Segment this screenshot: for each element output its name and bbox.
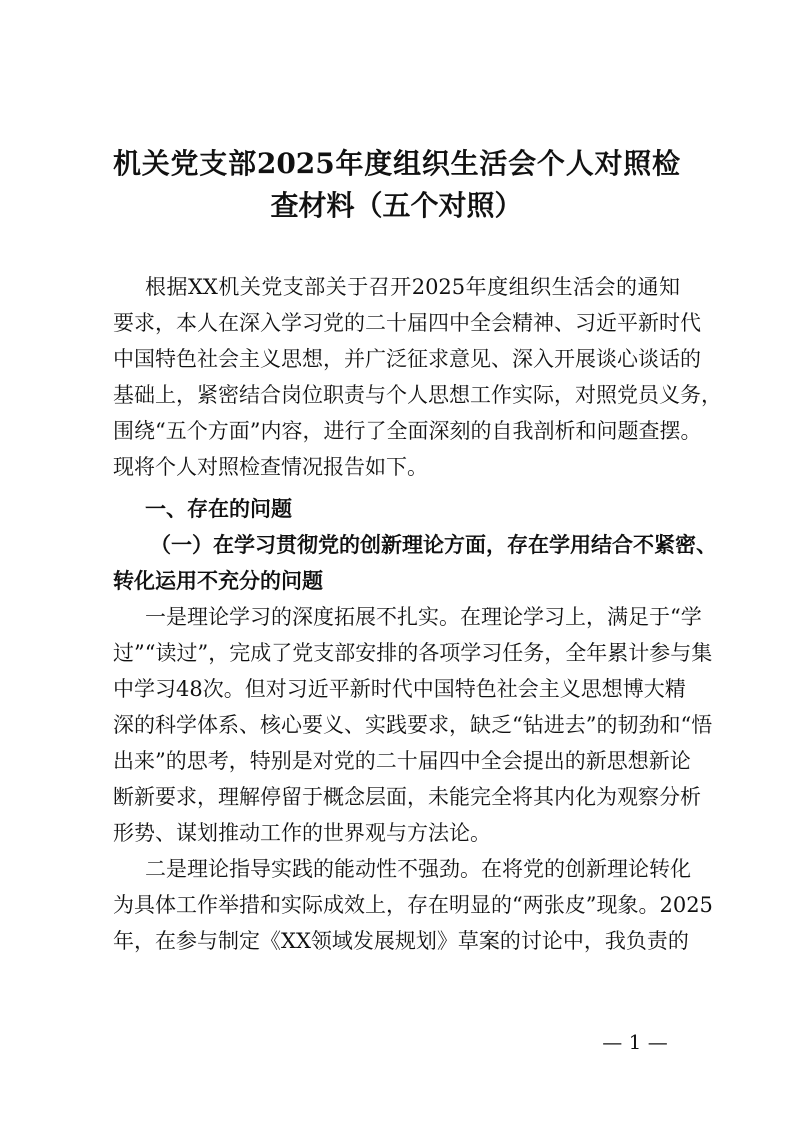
paragraph-line: 断新要求，理解停留于概念层面，未能完全将其内化为观察分析 — [113, 785, 701, 809]
section-heading: 一、存在的问题 — [145, 497, 292, 521]
paragraph-line: 根据XX机关党支部关于召开2025年度组织生活会的通知 — [145, 275, 680, 299]
paragraph-line: 出来”的思考，特别是对党的二十届四中全会提出的新思想新论 — [113, 749, 691, 773]
paragraph-line: 年，在参与制定《XX领域发展规划》草案的讨论中，我负责的 — [113, 929, 689, 953]
paragraph-line: 二是理论指导实践的能动性不强劲。在将党的创新理论转化 — [145, 857, 691, 881]
paragraph-line: 过”“读过”，完成了党支部安排的各项学习任务，全年累计参与集 — [113, 641, 713, 665]
paragraph-line: 中国特色社会主义思想，并广泛征求意见、深入开展谈心谈话的 — [113, 347, 701, 371]
paragraph-line: 一是理论学习的深度拓展不扎实。在理论学习上，满足于“学 — [145, 605, 702, 629]
paragraph-line: 形势、谋划推动工作的世界观与方法论。 — [113, 821, 491, 845]
paragraph-line: 要求，本人在深入学习党的二十届四中全会精神、习近平新时代 — [113, 311, 701, 335]
document-title-line-1: 机关党支部2025年度组织生活会个人对照检 — [113, 147, 680, 180]
document-title-line-2: 查材料（五个对照） — [270, 189, 523, 222]
paragraph-line: 现将个人对照检查情况报告如下。 — [113, 455, 428, 479]
paragraph-line: 为具体工作举措和实际成效上，存在明显的“两张皮”现象。2025 — [113, 893, 713, 917]
paragraph-line: 深的科学体系、核心要义、实践要求，缺乏“钻进去”的韧劲和“悟 — [113, 713, 713, 737]
page-number: — 1 — — [602, 1030, 668, 1054]
paragraph-line: 围绕“五个方面”内容，进行了全面深刻的自我剖析和问题查摆。 — [113, 419, 702, 443]
paragraph-line: 基础上，紧密结合岗位职责与个人思想工作实际，对照党员义务， — [113, 383, 722, 407]
subsection-heading-line: （一）在学习贯彻党的创新理论方面，存在学用结合不紧密、 — [150, 532, 717, 557]
subsection-heading-line: 转化运用不充分的问题 — [113, 568, 323, 593]
paragraph-line: 中学习48次。但对习近平新时代中国特色社会主义思想博大精 — [113, 677, 686, 701]
